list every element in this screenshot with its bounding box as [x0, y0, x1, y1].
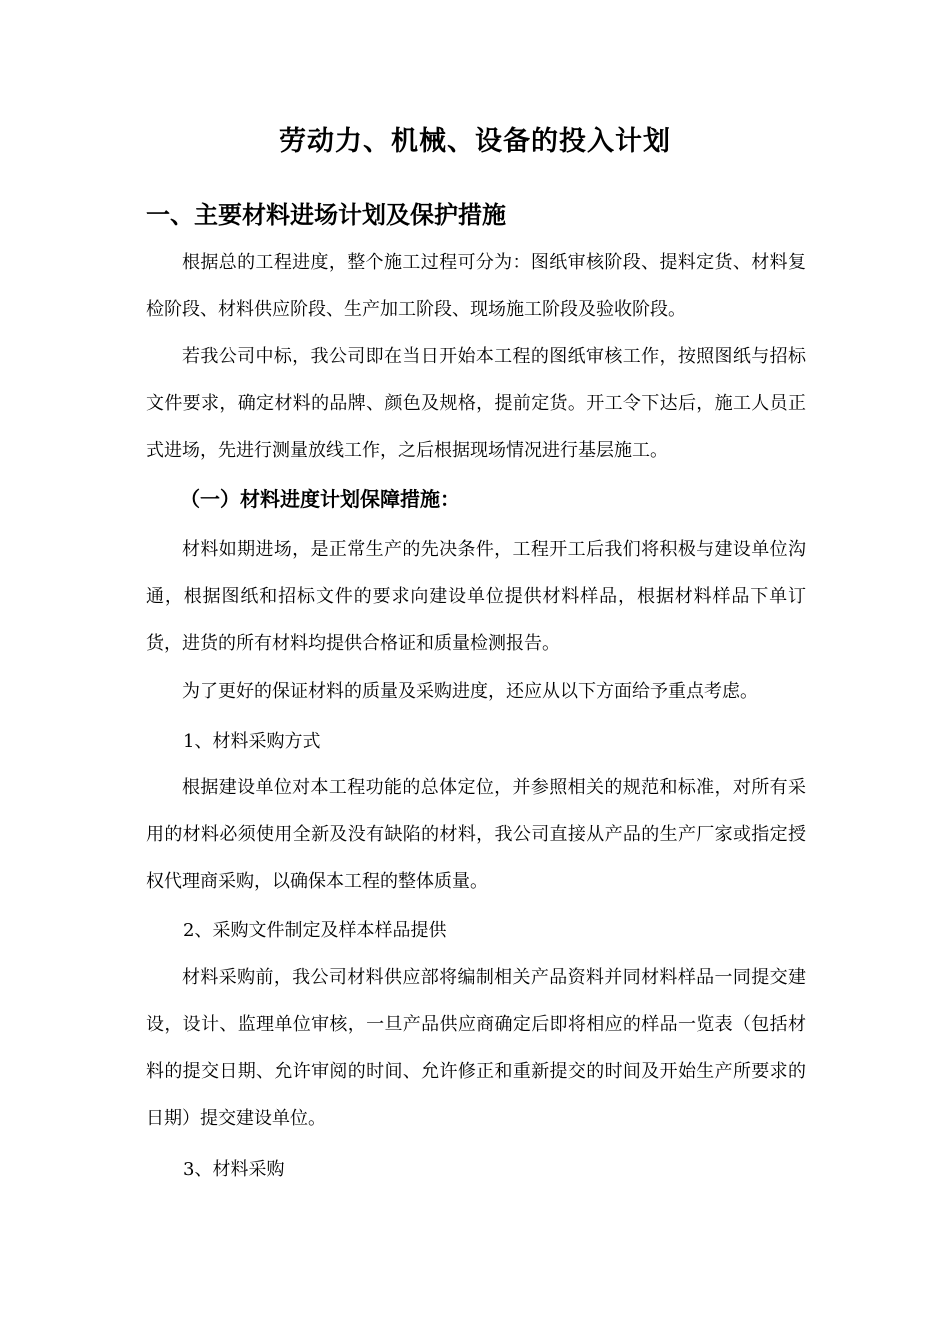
paragraph: 为了更好的保证材料的质量及采购进度，还应从以下方面给予重点考虑。: [182, 681, 758, 702]
paragraph: 材料如期进场，是正常生产的先决条件，工程开工后我们将积极与建设单位沟通，根据图纸和招标文件的要求向建设单位提供材料样品，根据材料样品下单订货，进货的所有材料均提供合格证和质量检测报告。: [146, 539, 806, 654]
list-item-label: 2、采购文件制定及样本样品提供: [183, 920, 447, 941]
paragraph: 根据建设单位对本工程功能的总体定位，并参照相关的规范和标准，对所有采用的材料必须使用全新及没有缺陷的材料，我公司直接从产品的生产厂家或指定授权代理商采购，以确保本工程的整体质量。: [146, 777, 806, 892]
paragraph: 若我公司中标，我公司即在当日开始本工程的图纸审核工作，按照图纸与招标文件要求，确定材料的品牌、颜色及规格，提前定货。开工令下达后，施工人员正式进场，先进行测量放线工作，之后根据现场情况进行基层施工。: [146, 346, 806, 461]
paragraph: 根据总的工程进度，整个施工过程可分为：图纸审核阶段、提料定货、材料复检阶段、材料供应阶段、生产加工阶段、现场施工阶段及验收阶段。: [146, 252, 806, 320]
subsection-heading: （一）材料进度计划保障措施：: [180, 487, 460, 511]
list-item-label: 3、材料采购: [183, 1159, 285, 1180]
section-heading: 一、主要材料进场计划及保护措施: [146, 200, 506, 229]
document-title: 劳动力、机械、设备的投入计划: [279, 126, 671, 157]
list-item-label: 1、材料采购方式: [183, 731, 321, 752]
paragraph: 材料采购前，我公司材料供应部将编制相关产品资料并同材料样品一同提交建设，设计、监理单位审核，一旦产品供应商确定后即将相应的样品一览表（包括材料的提交日期、允许审阅的时间、允许修正和重新提交的时间及开始生产所要求的日期）提交建设单位。: [146, 967, 806, 1129]
